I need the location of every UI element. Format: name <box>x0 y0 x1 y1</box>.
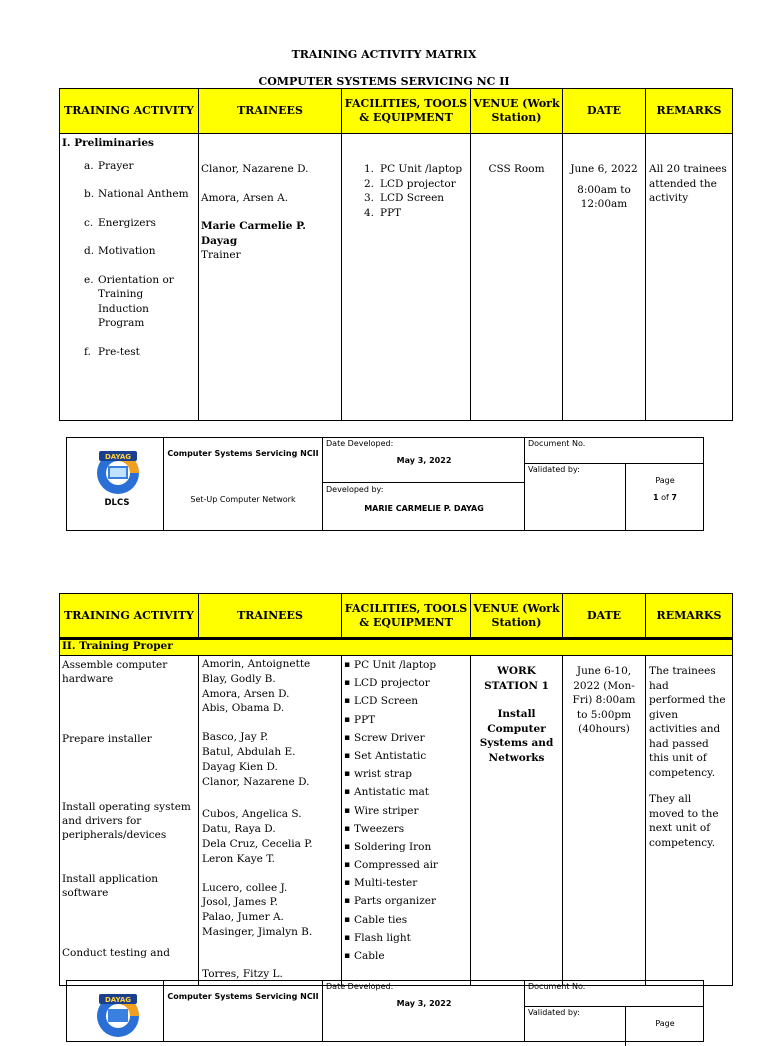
trainee-group <box>202 881 341 940</box>
svg-text:DAYAG: DAYAG <box>104 453 132 461</box>
header-facilities: FACILITIES, TOOLS & EQUIPMENT <box>342 89 471 134</box>
trainee-name: Torres, Fitzy L. <box>202 967 283 980</box>
section-training-proper: II. Training Proper <box>60 639 733 656</box>
trainee-name: Cubos, Angelica S. <box>202 808 302 821</box>
facility-item: ▪ Parts organizer <box>342 892 470 910</box>
page-label: Page <box>655 476 675 485</box>
facility-item <box>364 206 470 221</box>
facility-text: PPT <box>380 206 402 219</box>
activity-item: Conduct testing and <box>62 947 171 959</box>
header-training-activity: TRAINING ACTIVITY <box>60 594 199 639</box>
facility-item: ▪ Set Antistatic <box>342 747 470 765</box>
dlcs-logo <box>93 989 143 1039</box>
facility-item <box>364 191 470 206</box>
activity-text: Orientation or Training Induction Program <box>98 273 174 329</box>
remarks-text: All 20 trainees attended the activity <box>649 163 727 204</box>
trainee-name: Amora, Arsen D. <box>202 687 290 700</box>
trainees-cell <box>199 134 342 421</box>
trainee-name: Palao, Jumer A. <box>202 911 284 924</box>
trainee-group <box>202 807 341 866</box>
activity-cell <box>60 134 199 421</box>
footer-course: Computer Systems Servicing NCII <box>167 449 319 458</box>
facility-item: ▪ wrist strap <box>342 765 470 783</box>
footer-module: Set-Up Computer Network <box>190 495 296 504</box>
activity-item: Assemble computer hardware <box>62 659 168 685</box>
facility-item: ▪ Soldering Iron <box>342 838 470 856</box>
remarks-cell <box>646 656 733 986</box>
date-line-2: 8:00am to 12:00am <box>577 183 631 210</box>
training-matrix-table-1 <box>59 88 733 421</box>
document-no-label: Document No. <box>528 982 586 991</box>
facility-item: ▪ Cable ties <box>342 911 470 929</box>
document-footer-2 <box>66 980 704 1042</box>
header-training-activity: TRAINING ACTIVITY <box>60 89 199 134</box>
trainer-name: Marie Carmelie P. Dayag <box>201 220 306 247</box>
facilities-cell <box>342 656 471 986</box>
trainee-group <box>202 730 341 789</box>
facility-item <box>364 177 470 192</box>
facility-number: 2. <box>364 177 375 190</box>
activity-text: National Anthem <box>98 188 189 200</box>
date-line-1: June 6, 2022 <box>570 163 638 175</box>
header-venue: VENUE (Work Station) <box>471 89 563 134</box>
date-developed-value: May 3, 2022 <box>396 456 452 465</box>
activity-item <box>60 273 198 331</box>
venue-title: WORK STATION 1 <box>484 665 549 692</box>
facility-item: ▪ Antistatic mat <box>342 783 470 801</box>
facility-item: ▪ LCD Screen <box>342 692 470 710</box>
svg-text:DAYAG: DAYAG <box>104 996 132 1004</box>
date-range: June 6-10, 2022 (Mon-Fri) 8:00am to 5:00pm (40hours) <box>572 665 636 735</box>
activity-letter: a. <box>84 159 94 172</box>
activity-text: Motivation <box>98 245 156 257</box>
trainee-name: Leron Kaye T. <box>202 852 276 865</box>
facility-item: ▪ Flash light <box>342 929 470 947</box>
header-date: DATE <box>563 594 646 639</box>
activity-item: Install operating system and drivers for peripherals/devices <box>62 801 191 841</box>
activity-item <box>60 187 198 202</box>
document-title: TRAINING ACTIVITY MATRIX <box>291 48 477 61</box>
facility-item <box>364 162 470 177</box>
header-facilities: FACILITIES, TOOLS & EQUIPMENT <box>342 594 471 639</box>
venue-cell <box>471 134 563 421</box>
activity-letter: e. <box>84 273 94 286</box>
date-cell <box>563 656 646 986</box>
facility-item: ▪ PPT <box>342 711 470 729</box>
footer-course: Computer Systems Servicing NCII <box>167 992 319 1001</box>
remarks-cell <box>646 134 733 421</box>
validated-by-label: Validated by: <box>528 1008 580 1017</box>
facility-number: 1. <box>364 163 375 175</box>
validated-by-label: Validated by: <box>528 465 580 474</box>
trainees-cell <box>199 656 342 986</box>
document-no-label: Document No. <box>528 439 586 448</box>
trainee-name: Blay, Godly B. <box>202 672 276 685</box>
activity-letter: c. <box>84 216 94 229</box>
activity-text: Energizers <box>98 216 156 229</box>
activity-item <box>60 216 198 231</box>
activity-item: Install application software <box>62 873 159 899</box>
header-remarks: REMARKS <box>646 89 733 134</box>
facility-item: ▪ LCD projector <box>342 674 470 692</box>
developed-by-label: Developed by: <box>326 485 384 494</box>
dlcs-logo <box>93 446 143 496</box>
facility-text: LCD Screen <box>380 192 445 204</box>
activity-cell <box>60 656 199 986</box>
activity-text: Pre-test <box>98 345 140 358</box>
facility-number: 3. <box>364 192 375 204</box>
activity-letter: d. <box>84 245 95 257</box>
facility-item: ▪ PC Unit /laptop <box>342 656 470 674</box>
logo-label: DLCS <box>104 498 130 508</box>
facility-text: PC Unit /laptop <box>380 163 463 175</box>
venue-description: Install Computer Systems and Networks <box>479 708 554 764</box>
facility-item: ▪ Tweezers <box>342 820 470 838</box>
facility-text: LCD projector <box>380 177 456 190</box>
activity-item <box>60 345 198 360</box>
activity-text: Prayer <box>98 159 134 172</box>
facility-item: ▪ Cable <box>342 947 470 965</box>
trainee-name: Josol, James P. <box>202 896 278 909</box>
activity-item <box>60 244 198 259</box>
trainee-name: Masinger, Jimalyn B. <box>202 925 313 938</box>
trainee-name: Dayag Kien D. <box>202 760 278 773</box>
trainee-name: Amorin, Antoignette <box>202 658 311 670</box>
date-developed-label: Date Developed: <box>326 982 394 991</box>
trainee-group <box>202 657 341 716</box>
document-subtitle: COMPUTER SYSTEMS SERVICING NC II <box>258 75 510 88</box>
facility-item: ▪ Screw Driver <box>342 729 470 747</box>
trainee-name: Amora, Arsen A. <box>201 191 289 204</box>
trainee-name: Basco, Jay P. <box>202 731 269 744</box>
trainee-name: Clanor, Nazarene D. <box>202 775 310 788</box>
trainee-name: Abis, Obama D. <box>202 702 285 715</box>
remarks-text-2: They all moved to the next unit of competency. <box>649 793 719 849</box>
header-trainees: TRAINEES <box>199 89 342 134</box>
header-trainees: TRAINEES <box>199 594 342 639</box>
section-preliminaries: I. Preliminaries <box>62 137 154 149</box>
activity-item <box>60 159 198 174</box>
trainee-name: Dela Cruz, Cecelia P. <box>202 837 313 850</box>
facilities-cell <box>342 134 471 421</box>
facility-item: ▪ Multi-tester <box>342 874 470 892</box>
header-date: DATE <box>563 89 646 134</box>
venue-cell <box>471 656 563 986</box>
trainee-name: Clanor, Nazarene D. <box>201 163 309 175</box>
trainee-name: Batul, Abdulah E. <box>202 745 296 758</box>
page-label: Page <box>655 1019 675 1028</box>
developer-name: MARIE CARMELIE P. DAYAG <box>364 504 484 513</box>
training-matrix-table-2 <box>59 593 733 986</box>
activity-letter: b. <box>84 188 95 200</box>
trainee-name: Datu, Raya D. <box>202 823 276 836</box>
page-number: 1 of 7 <box>653 493 677 502</box>
facility-number: 4. <box>364 206 375 219</box>
date-cell <box>563 134 646 421</box>
venue-text: CSS Room <box>488 163 545 175</box>
document-footer <box>66 437 704 531</box>
date-developed-value: May 3, 2022 <box>396 999 452 1008</box>
remarks-text-1: The trainees had performed the given activities and had passed this unit of competency. <box>649 665 726 779</box>
date-developed-label: Date Developed: <box>326 439 394 448</box>
facility-item: ▪ Wire striper <box>342 802 470 820</box>
trainee-name: Lucero, collee J. <box>202 881 288 894</box>
activity-letter: f. <box>84 345 91 358</box>
facility-item: ▪ Compressed air <box>342 856 470 874</box>
header-venue: VENUE (Work Station) <box>471 594 563 639</box>
trainer-role: Trainer <box>201 249 241 261</box>
header-remarks: REMARKS <box>646 594 733 639</box>
activity-item: Prepare installer <box>62 733 152 745</box>
